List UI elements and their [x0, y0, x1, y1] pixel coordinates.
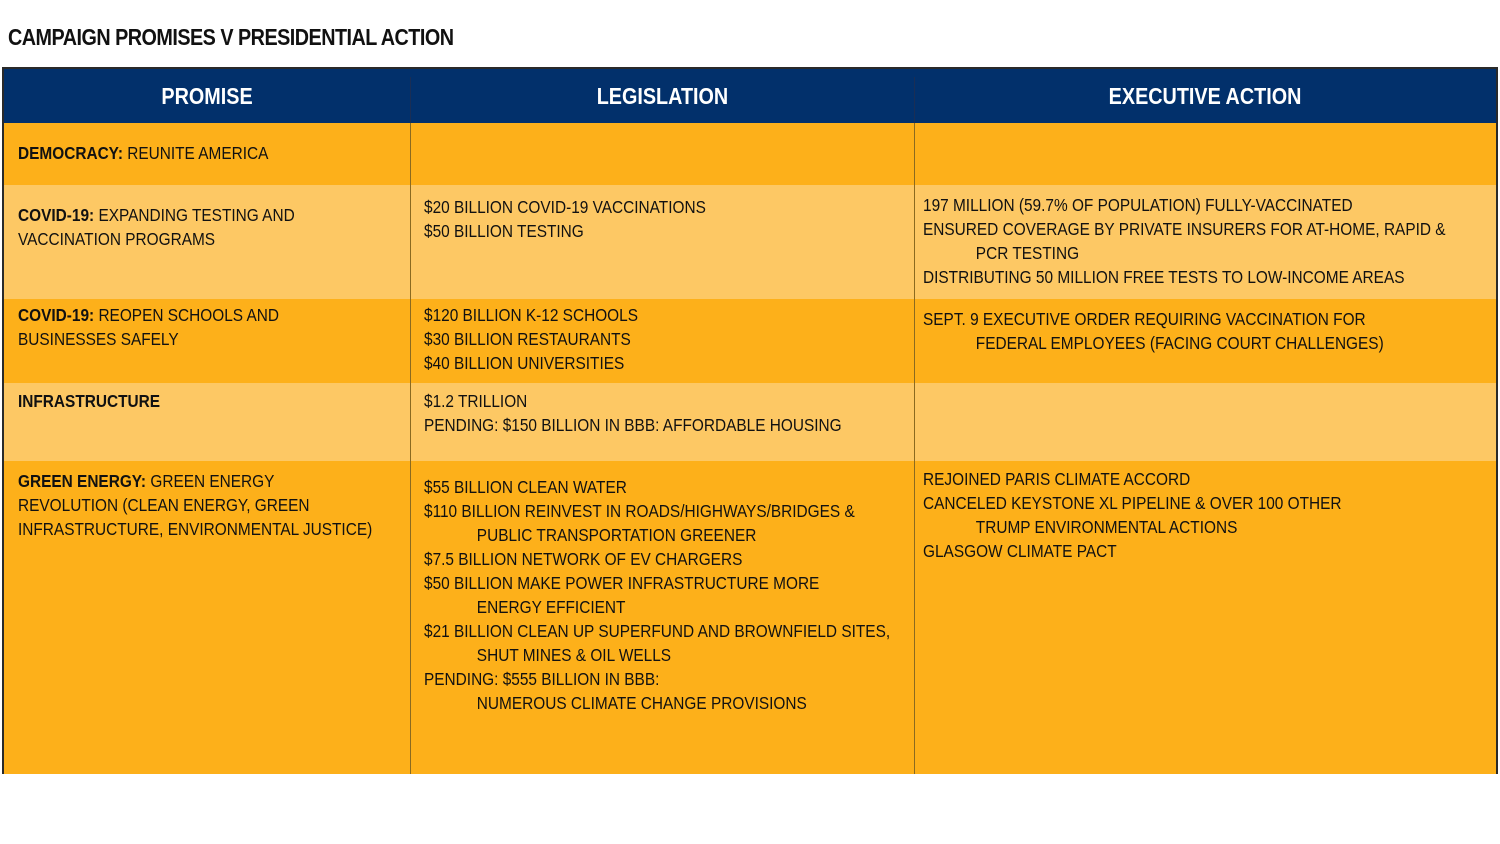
- column-divider: [410, 299, 411, 383]
- legislation-cell: [424, 195, 744, 243]
- executive-item: ENSURED COVERAGE BY PRIVATE INSURERS FOR AT-HOME, RAPID &: [923, 219, 1446, 239]
- legislation-item: $20 BILLION COVID-19 VACCINATIONS: [424, 197, 706, 217]
- promise-cell: [18, 303, 315, 351]
- column-divider: [410, 185, 411, 299]
- promise-text: GREEN ENERGY: [146, 471, 275, 491]
- legislation-item: $110 BILLION REINVEST IN ROADS/HIGHWAYS/BRIDGES &: [424, 501, 855, 521]
- legislation-item: PUBLIC TRANSPORTATION GREENER: [476, 525, 757, 545]
- promise-text: VACCINATION PROGRAMS: [18, 229, 216, 249]
- legislation-item: $50 BILLION TESTING: [424, 221, 584, 241]
- executive-item: GLASGOW CLIMATE PACT: [923, 541, 1117, 561]
- legislation-item: NUMEROUS CLIMATE CHANGE PROVISIONS: [476, 693, 807, 713]
- legislation-item: $40 BILLION UNIVERSITIES: [424, 353, 625, 373]
- legislation-item: ENERGY EFFICIENT: [476, 597, 626, 617]
- legislation-item: $7.5 BILLION NETWORK OF EV CHARGERS: [424, 549, 743, 569]
- header-legislation: LEGISLATION: [596, 82, 729, 109]
- promise-text: BUSINESSES SAFELY: [18, 329, 179, 349]
- table-row: [4, 123, 1496, 185]
- promise-category: GREEN ENERGY:: [18, 471, 147, 491]
- promise-category: DEMOCRACY:: [18, 143, 123, 163]
- legislation-cell: [424, 389, 899, 437]
- executive-item: PCR TESTING: [975, 243, 1080, 263]
- promise-category: INFRASTRUCTURE: [18, 391, 161, 411]
- table-header: [4, 69, 1496, 125]
- executive-item: CANCELED KEYSTONE XL PIPELINE & OVER 100 OTHER: [923, 493, 1342, 513]
- legislation-item: $50 BILLION MAKE POWER INFRASTRUCTURE MORE: [424, 573, 820, 593]
- legislation-cell: [424, 303, 667, 375]
- executive-item: FEDERAL EMPLOYEES (FACING COURT CHALLENGES): [975, 333, 1384, 353]
- promise-text: EXPANDING TESTING AND: [94, 205, 295, 225]
- header-executive-action: EXECUTIVE ACTION: [1109, 82, 1302, 109]
- promise-cell: [18, 389, 179, 413]
- promise-category: COVID-19:: [18, 305, 95, 325]
- promise-text: REVOLUTION (CLEAN ENERGY, GREEN: [18, 495, 310, 515]
- promise-category: COVID-19:: [18, 205, 95, 225]
- executive-item: 197 MILLION (59.7% OF POPULATION) FULLY-VACCINATED: [923, 195, 1353, 215]
- legislation-item: $120 BILLION K-12 SCHOOLS: [424, 305, 638, 325]
- promises-table: [2, 67, 1498, 774]
- promise-cell: [18, 203, 332, 251]
- legislation-item: $1.2 TRILLION: [424, 391, 528, 411]
- column-divider: [914, 383, 915, 461]
- executive-cell: [923, 467, 1399, 563]
- executive-item: SEPT. 9 EXECUTIVE ORDER REQUIRING VACCINATION FOR: [923, 309, 1366, 329]
- promise-text: REOPEN SCHOOLS AND: [94, 305, 280, 325]
- legislation-cell: [424, 475, 954, 715]
- legislation-item: $55 BILLION CLEAN WATER: [424, 477, 627, 497]
- legislation-item: PENDING: $555 BILLION IN BBB:: [424, 669, 660, 689]
- column-divider: [914, 299, 915, 383]
- executive-item: REJOINED PARIS CLIMATE ACCORD: [923, 469, 1191, 489]
- column-divider: [914, 185, 915, 299]
- header-promise: PROMISE: [161, 82, 253, 109]
- executive-item: TRUMP ENVIRONMENTAL ACTIONS: [975, 517, 1238, 537]
- promise-text: REUNITE AMERICA: [122, 143, 269, 163]
- promise-cell: [18, 469, 421, 541]
- table-row: [4, 299, 1496, 383]
- executive-cell: [923, 193, 1500, 289]
- legislation-item: $30 BILLION RESTAURANTS: [424, 329, 631, 349]
- executive-cell: [923, 307, 1447, 355]
- legislation-item: SHUT MINES & OIL WELLS: [476, 645, 672, 665]
- promise-cell: [18, 141, 303, 165]
- legislation-item: PENDING: $150 BILLION IN BBB: AFFORDABLE HOUSING: [424, 415, 842, 435]
- column-divider: [410, 383, 411, 461]
- column-divider: [410, 123, 411, 185]
- promise-text: INFRASTRUCTURE, ENVIRONMENTAL JUSTICE): [18, 519, 373, 539]
- table-row: [4, 461, 1496, 774]
- column-divider: [914, 123, 915, 185]
- executive-item: DISTRIBUTING 50 MILLION FREE TESTS TO LOW-INCOME AREAS: [923, 267, 1405, 287]
- table-row: [4, 383, 1496, 461]
- legislation-item: $21 BILLION CLEAN UP SUPERFUND AND BROWNFIELD SITES,: [424, 621, 891, 641]
- page-title: CAMPAIGN PROMISES V PRESIDENTIAL ACTION: [8, 24, 454, 50]
- table-row: [4, 185, 1496, 299]
